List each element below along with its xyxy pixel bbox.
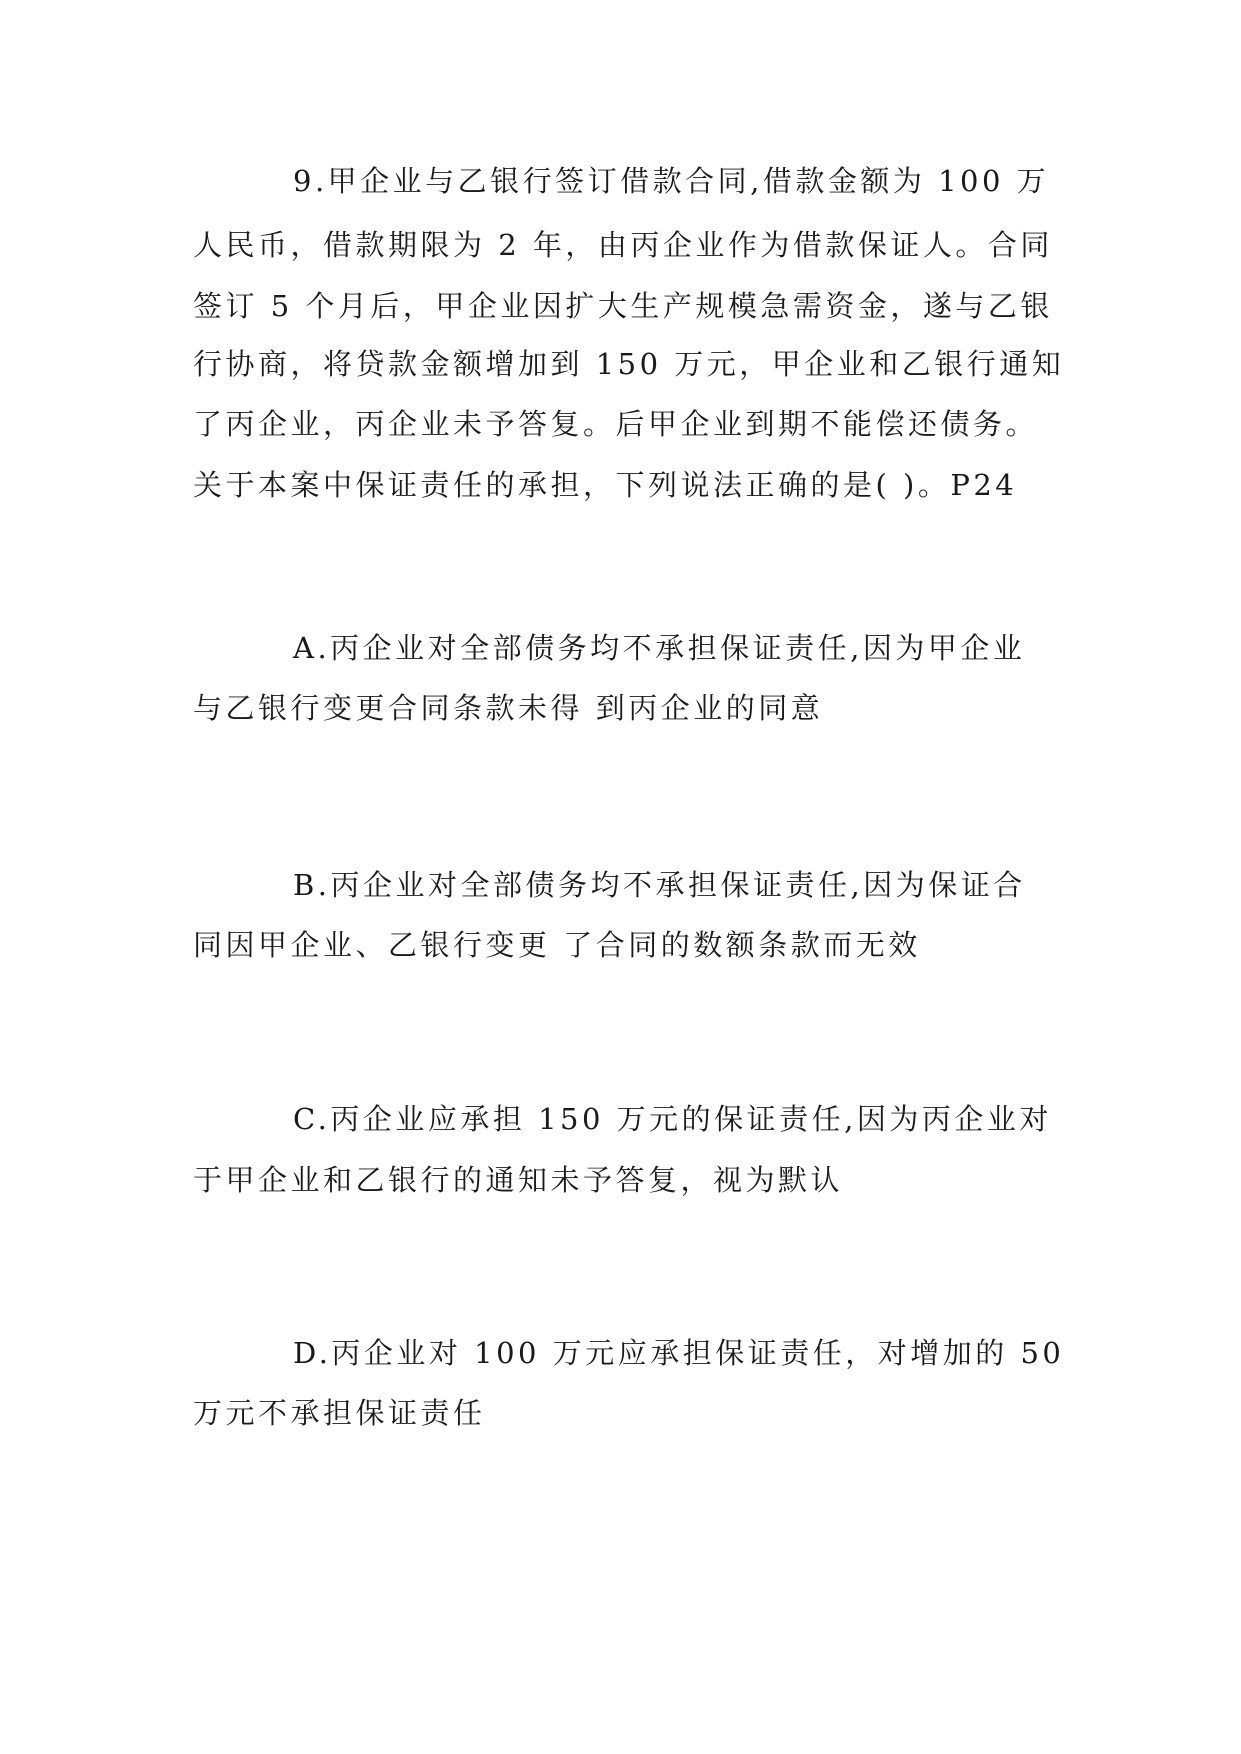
option-b-line: B.丙企业对全部债务均不承担保证责任,因为保证合 — [293, 868, 1026, 902]
question-line: 了丙企业，丙企业未予答复。后甲企业到期不能偿还债务。 — [193, 407, 1039, 441]
question-line: 人民币，借款期限为 2 年，由丙企业作为借款保证人。合同 — [193, 228, 1053, 262]
option-b-line: 同因甲企业、乙银行变更 了合同的数额条款而无效 — [193, 928, 921, 962]
option-a-line: A.丙企业对全部债务均不承担保证责任,因为甲企业 — [293, 631, 1026, 665]
question-line: 关于本案中保证责任的承担，下列说法正确的是( )。P24 — [193, 468, 1018, 502]
option-c-line: C.丙企业应承担 150 万元的保证责任,因为丙企业对 — [293, 1102, 1052, 1136]
question-line: 9.甲企业与乙银行签订借款合同,借款金额为 100 万 — [293, 164, 1050, 198]
option-d-line: 万元不承担保证责任 — [193, 1396, 486, 1430]
option-d-line: D.丙企业对 100 万元应承担保证责任，对增加的 50 — [293, 1336, 1065, 1370]
question-line: 签订 5 个月后，甲企业因扩大生产规模急需资金，遂与乙银 — [193, 289, 1053, 323]
option-c-line: 于甲企业和乙银行的通知未予答复，视为默认 — [193, 1163, 844, 1197]
question-line: 行协商，将贷款金额增加到 150 万元，甲企业和乙银行通知 — [193, 347, 1065, 381]
option-a-line: 与乙银行变更合同条款未得 到丙企业的同意 — [193, 691, 824, 725]
